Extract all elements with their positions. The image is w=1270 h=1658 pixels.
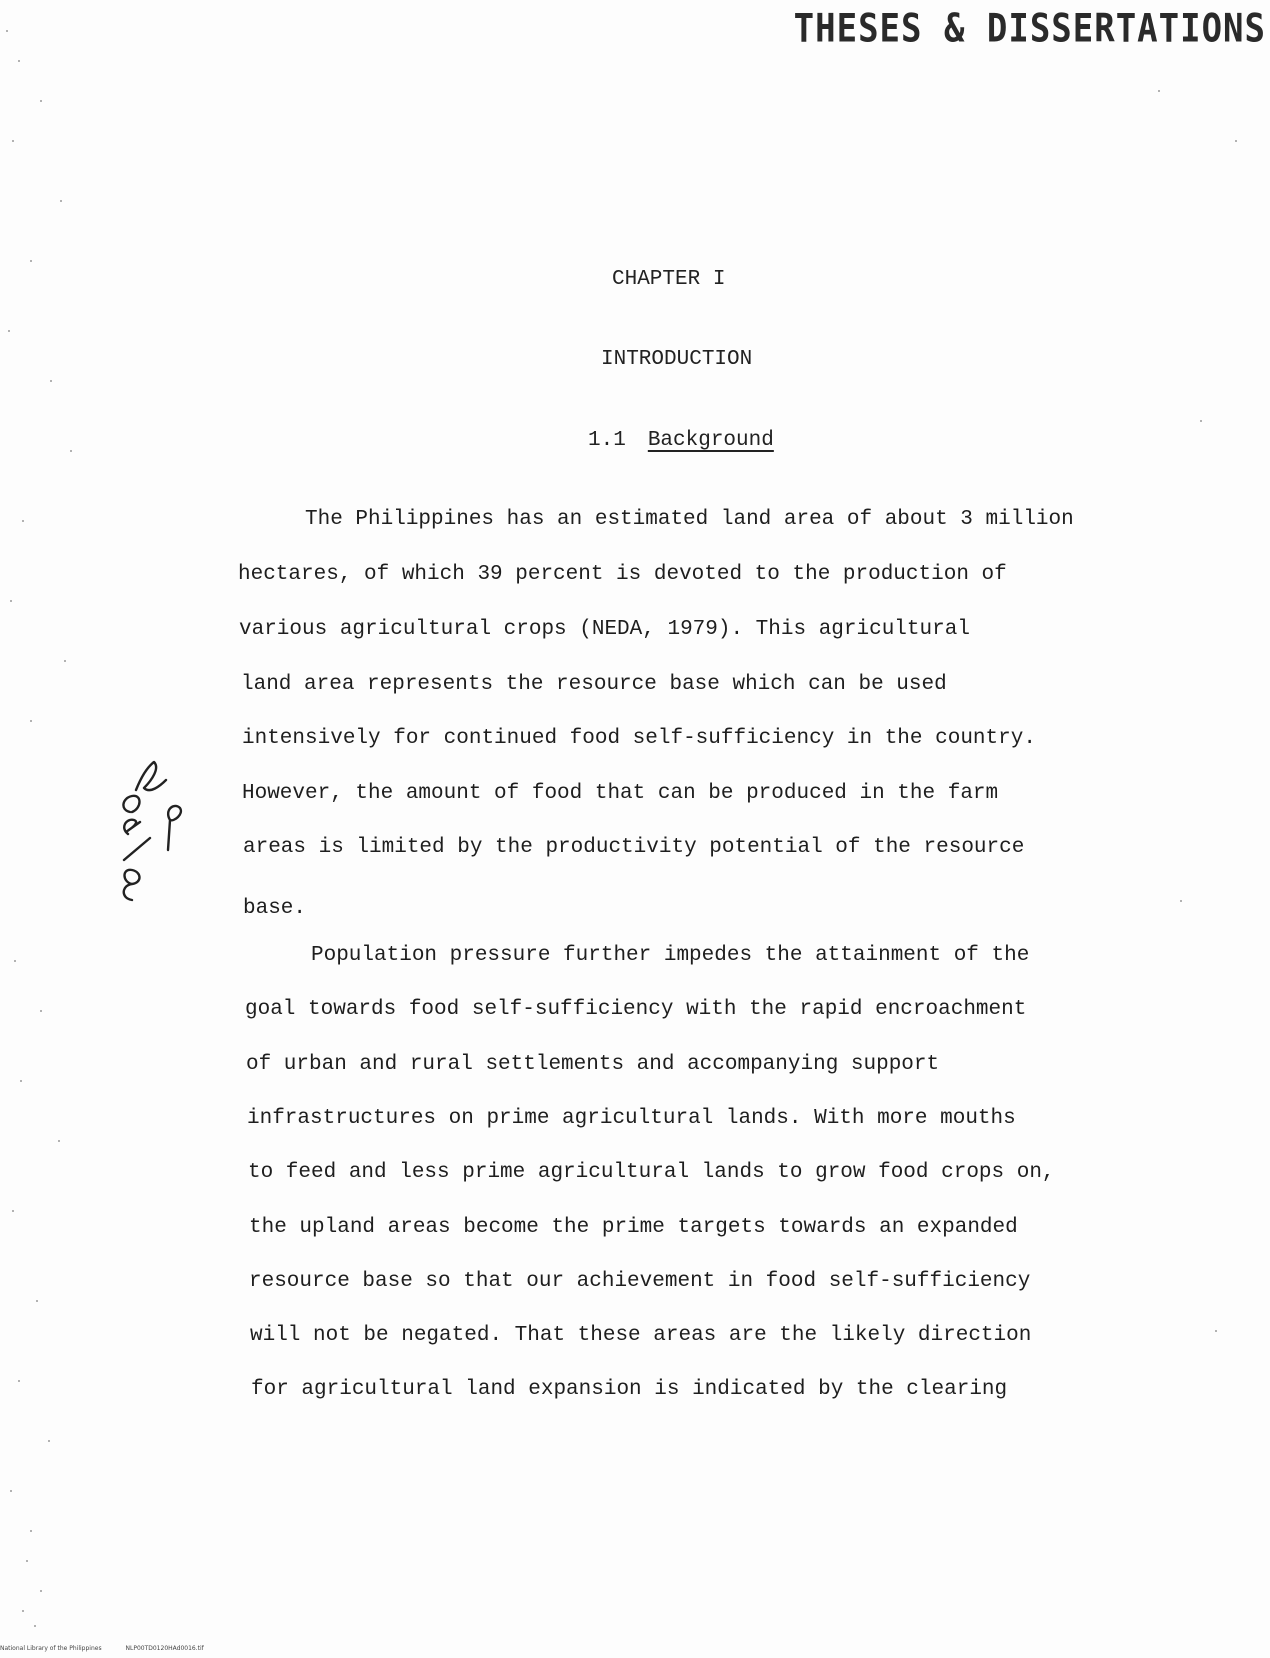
scan-speck xyxy=(70,450,72,452)
scan-speck xyxy=(12,1210,14,1212)
scan-speck xyxy=(40,1590,42,1592)
section-number: 1.1 xyxy=(588,429,626,452)
body-line: for agricultural land expansion is indicated by the clearing xyxy=(251,1378,1008,1401)
scan-speck xyxy=(50,380,52,382)
chapter-heading: CHAPTER I xyxy=(612,268,726,291)
scan-speck xyxy=(22,520,24,522)
scan-speck xyxy=(48,1440,50,1442)
scan-speck xyxy=(8,330,10,332)
scan-speck xyxy=(1215,1330,1217,1332)
scan-speck xyxy=(22,1610,24,1612)
scan-speck xyxy=(12,140,14,142)
scan-speck xyxy=(1200,420,1202,422)
scan-speck xyxy=(40,1010,42,1012)
scan-speck xyxy=(1158,90,1160,92)
scan-speck xyxy=(30,1530,32,1532)
body-line: Population pressure further impedes the attainment of the xyxy=(311,944,1030,967)
scan-speck xyxy=(18,1380,20,1382)
scan-speck xyxy=(30,720,32,722)
scan-speck xyxy=(18,60,20,62)
scan-speck xyxy=(10,600,12,602)
body-line: hectares, of which 39 percent is devoted to the production of xyxy=(238,563,1007,586)
body-line: of urban and rural settlements and accompanying support xyxy=(246,1053,940,1076)
scan-speck xyxy=(30,260,32,262)
scan-speck xyxy=(60,200,62,202)
scan-speck xyxy=(14,960,16,962)
scan-footer xyxy=(0,1645,204,1652)
scan-speck xyxy=(64,660,66,662)
scan-speck xyxy=(6,30,8,32)
body-line: infrastructures on prime agricultural lands. With more mouths xyxy=(247,1107,1016,1130)
scan-speck xyxy=(20,1080,22,1082)
body-line: areas is limited by the productivity potential of the resource xyxy=(243,836,1025,859)
theses-dissertations-stamp: THESES & DISSERTATIONS xyxy=(793,6,1266,52)
handwritten-margin-note xyxy=(110,760,190,910)
body-line: the upland areas become the prime targets towards an expanded xyxy=(249,1216,1018,1239)
scan-speck xyxy=(10,1490,12,1492)
scan-speck xyxy=(1180,900,1182,902)
body-line: various agricultural crops (NEDA, 1979). This agricultural xyxy=(239,618,970,641)
library-name: National Library of the Philippines xyxy=(0,1645,102,1652)
body-line: intensively for continued food self-sufficiency in the country. xyxy=(242,727,1036,750)
body-line: goal towards food self-sufficiency with the rapid encroachment xyxy=(245,998,1027,1021)
scan-speck xyxy=(36,1300,38,1302)
body-line: land area represents the resource base which can be used xyxy=(241,673,947,696)
body-line: base. xyxy=(243,897,307,920)
introduction-heading: INTRODUCTION xyxy=(601,348,753,371)
section-title: Background xyxy=(647,429,774,452)
section-heading xyxy=(588,429,774,452)
scan-speck xyxy=(34,1625,36,1627)
scan-speck xyxy=(1235,140,1237,142)
scan-speck xyxy=(40,100,42,102)
body-line: resource base so that our achievement in food self-sufficiency xyxy=(249,1270,1031,1293)
body-line: will not be negated. That these areas are the likely direction xyxy=(250,1324,1032,1347)
scan-speck xyxy=(58,1140,60,1142)
scan-speck xyxy=(26,1560,28,1562)
body-line: However, the amount of food that can be produced in the farm xyxy=(242,782,999,805)
body-line: The Philippines has an estimated land area of about 3 million xyxy=(305,508,1074,531)
body-line: to feed and less prime agricultural lands to grow food crops on, xyxy=(248,1161,1055,1184)
file-code: NLP00TD0120HAd0016.tif xyxy=(125,1645,204,1652)
